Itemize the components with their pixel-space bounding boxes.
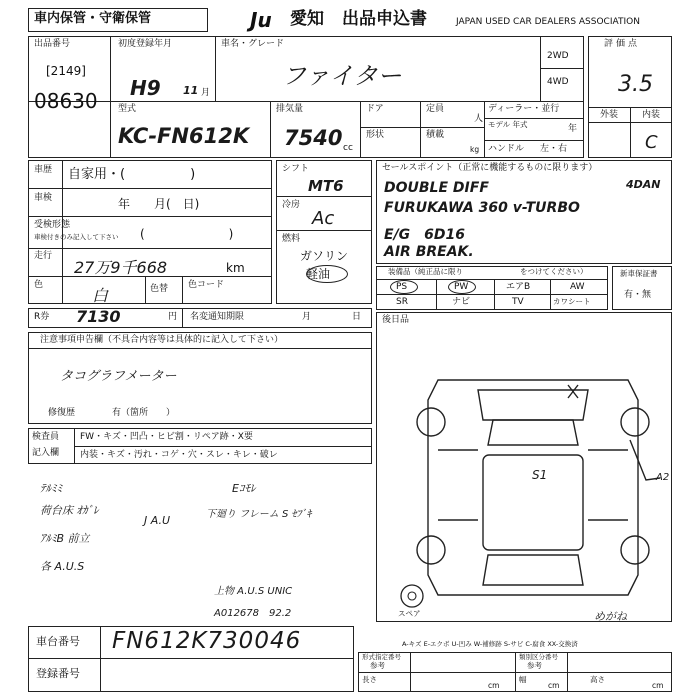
equip-ps: PS [396,282,408,292]
notice-label: 名変通知期限 [190,312,245,322]
hw-note-r3: 上物 A.U.S UNIC [214,586,293,597]
storage-title: 車内保管・守衛保管 [34,11,152,26]
car-name: ファイター [282,62,402,90]
dims-height-unit: cm [652,681,664,690]
body-outline [428,380,638,595]
sales-item-2: FURUKAWA 360 v-TURBO [384,200,580,216]
drive-4wd: 4WD [547,77,569,87]
reg-label: 初度登録年月 [118,39,173,49]
equip-navi: ナビ [452,297,471,307]
steering-label: ハンドル [488,144,525,154]
dims-length-unit: cm [488,681,500,690]
car-diagram [398,360,668,620]
spare-label: スペア [398,609,421,618]
windshield [488,420,578,445]
fuel-gasoline: ガソリン [300,249,349,263]
equipment-label: 装備品（純正品に限り [388,267,463,276]
mileage-value: 27万9千668 [74,258,168,277]
recycle-note: 車検付きのみ記入して下さい [34,233,119,241]
dims-ref-2: 参考 [527,661,542,670]
mileage-label: 走行 [34,251,53,261]
equip-aw: AW [570,282,585,292]
warranty-label: 新車保証書 [620,269,658,278]
wheel-fl [417,408,445,436]
notes-value: タコグラフメーター [60,369,177,384]
drive-2wd: 2WD [547,51,569,61]
displacement-value: 7540 [284,126,343,150]
capacity-label: 定員 [426,104,445,114]
equip-pw-circle [448,280,476,294]
chassis-label: 車台番号 [36,635,80,648]
wheel-rl [417,536,445,564]
equip-seat: カワシート [553,297,591,306]
ac-label: 冷房 [282,200,301,210]
load-label: 積載 [426,130,445,140]
hw-note-r1: Eｺﾓﾚ [232,482,256,495]
ju-logo: Ju [250,8,272,32]
hw-note-r4: A012678 92.2 [214,608,292,619]
damage-legend: A-キズ E-エクボ U-凹み W-補修跡 S-サビ C-腐食 XX-交換済 [402,640,578,648]
equip-pw: PW [454,282,469,292]
ticket-unit: 円 [168,312,178,322]
notice-day: 日 [352,312,362,322]
model-label: 型式 [118,104,137,114]
equipment-label-2: をつけてください） [520,267,588,276]
reg-month: 11 [183,84,199,97]
exterior-label: 外装 [600,110,619,120]
color-value: 白 [92,286,109,305]
assoc-english: JAPAN USED CAR DEALERS ASSOCIATION [456,17,640,27]
sales-item-1: DOUBLE DIFF [384,180,489,196]
inspection-value: 年 月( 日) [118,197,200,211]
history-label: 車歴 [34,165,53,175]
dealer-label: ディーラー・並行 [488,104,560,114]
grade-label: 評価点 [604,39,641,49]
chassis-value: FN612K730046 [112,628,302,654]
equip-tv: TV [512,297,524,307]
sales-item-4: AIR BREAK. [384,244,474,260]
rear-window [483,555,583,585]
model-value: KC-FN612K [118,124,250,148]
reg-month-unit: 月 [201,88,211,98]
interior-label: 内装 [642,110,661,120]
mileage-unit: km [226,261,245,275]
shift-label: シフト [282,164,310,174]
shift-value: MT6 [308,177,344,195]
dims-width-unit: cm [548,681,560,690]
glass-note: めがね [594,610,627,623]
hw-note-l2: 荷台床 ｵｶﾞﾚ [40,504,99,517]
model-year-unit: 年 [568,124,578,134]
hw-note-l5: J A.U [144,514,171,527]
dims-height: 高さ [590,675,605,684]
auction-sheet: 車内保管・守衛保管 Ju 愛知 出品申込書 JAPAN USED CAR DEALERS ASSOCIATION 出品番号 [2149] 08630 初度登録年月 H9 11 月 車名・グレード ファイター 2WD 4WD 評価点 3.5 外装 内装 C 型式 KC-FN612K 排気量 7540 cc ドア 形状 定員 人 積載 kg ディーラー・並行 モデル 年式 年 ハンドル 左・右 車歴 自家用・( ) 車検 年 月( 日) 受検形態 車検付きのみ記入して下さい ( ) 走行 27万9千668 km 色 白 色替 色コード シフト MT6 冷房 Ac 燃料 ガソリン 軽油 セールスポイント（正常に機能するものに限ります） DOUBLE DIFF 4DAN FURUKAWA 360 v-TURBO E/G 6D16 AIR BREAK. 装備品（純正品に限り をつけてください） PS PW エアB AW SR ナビ TV カワシート 新車保証書 有・無 R券 7130 円 名変通知期限 月 日 注意事項申告欄（不具合内容等は具体的に記入して下さい） タコグラフメーター 修復歴 有（箇所 ） 後日品 S1 A2 スペア めがね 検査員 記入欄 FW・キズ・凹凸・ヒビ割・リペア跡・X要 内装・キズ・汚れ・コゲ・穴・スレ・キレ・破レ ﾃﾙﾐﾐ 荷台床 ｵｶﾞﾚ J A.U ｱﾙﾐB 前立 各 A.U.S Eｺﾓﾚ 下廻り フレーム S ｾﾌﾞｷ 上物 A.U.S UNIC A012678 92.2 A-キズ E-エクボ U-凹み W-補修跡 S-サビ C-腐食 XX-交換済 車台番号 FN612K730046 登録番号 形式指定番号 参考 類別区分番号 参考 長さ cm 幅 cm 高さ cm [0,0,700,700]
wheel-rr [621,536,649,564]
equip-ps-circle [390,280,418,294]
parts-label: 後日品 [382,315,410,325]
exterior-value: C [645,132,658,153]
ticket-label: R券 [34,312,50,322]
hw-note-l1: ﾃﾙﾐﾐ [40,482,62,495]
equip-airbag: エアB [506,282,531,292]
sales-item-3: E/G 6D16 [384,227,466,243]
ac-value: Ac [312,208,335,229]
warranty-value: 有・無 [624,290,652,300]
color-code-label: 色コード [188,280,225,290]
notes-label: 注意事項申告欄（不具合内容等は具体的に記入して下さい） [40,335,284,345]
mark-s1: S1 [532,468,548,482]
name-label: 車名・グレード [221,39,285,49]
model-year-label: モデル 年式 [488,120,528,129]
recycle-value: ( ) [140,227,234,241]
sales-label: セールスポイント（正常に機能するものに限ります） [382,163,598,173]
inspector-row-1: FW・キズ・凹凸・ヒビ割・リペア跡・X要 [80,432,253,442]
spare-tire-icon [394,582,430,612]
hw-note-l3: ｱﾙﾐB 前立 [40,532,90,545]
hw-note-r2: 下廻り フレーム S ｾﾌﾞｷ [206,509,312,520]
load-unit: kg [470,145,480,154]
inspector-label-2: 記入欄 [32,448,60,458]
assoc-name: 愛知 [290,9,324,29]
inspection-label: 車検 [34,193,53,203]
sales-extra: 4DAN [626,178,661,191]
hw-note-l4: 各 A.U.S [40,560,85,573]
history-value: 自家用・( ) [68,167,196,182]
steering-value: 左・右 [540,144,568,154]
doors-label: ドア [366,104,384,114]
equip-sr: SR [396,297,408,307]
color-label: 色 [34,280,44,290]
lot-label: 出品番号 [34,39,71,49]
displacement-label: 排気量 [276,104,304,114]
fuel-label: 燃料 [282,234,301,244]
lot-bracket: [2149] [46,64,86,78]
dims-row1-label: 形式指定番号 [362,653,401,661]
ticket-value: 7130 [76,307,121,326]
dims-width: 幅 [519,675,527,684]
form-title: 出品申込書 [342,9,427,29]
shape-label: 形状 [366,130,385,140]
recycle-label: 受検形態 [34,220,71,230]
reg-year: H9 [130,76,161,100]
mark-a2: A2 [656,472,670,483]
repair-label: 修復歴 [48,408,76,418]
dims-row2-label: 類別区分番号 [519,653,558,661]
inspector-row-2: 内装・キズ・汚れ・コゲ・穴・スレ・キレ・破レ [80,450,278,460]
wheel-fr [621,408,649,436]
repaint-label: 色替 [150,284,169,294]
dims-ref-1: 参考 [370,661,385,670]
lot-number: 08630 [34,89,98,113]
displacement-unit: cc [343,143,353,153]
dims-length: 長さ [362,675,377,684]
notice-month: 月 [302,312,312,322]
fuel-diesel: 軽油 [306,267,331,281]
repair-value: 有（箇所 [112,408,149,418]
plate-label: 登録番号 [36,667,80,680]
inspector-label-1: 検査員 [32,432,60,442]
fuel-circle [306,265,348,283]
capacity-unit: 人 [474,114,484,124]
grade-value: 3.5 [618,72,653,97]
